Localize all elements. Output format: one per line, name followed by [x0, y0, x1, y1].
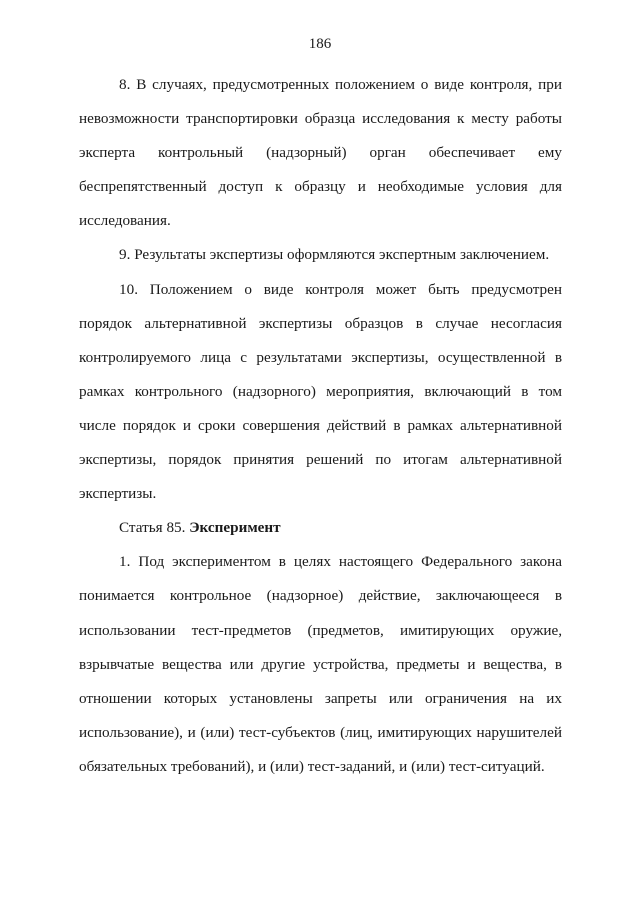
- paragraph-9: 9. Результаты экспертизы оформляются экспертным заключением.: [119, 246, 550, 264]
- paragraph-10: 10. Положением о виде контроля может быть предусмотрен порядок альтернативной экспертизы образцов в случае несогласия контролируемого лица с результатами экспертизы, осуществленной в рамках контрольного (надзорного) мероприятия, включающий в том числе порядок и сроки совершения действий в рамках альтернативной экспертизы, порядок принятия решений по итогам альтернативной экспертизы.: [79, 280, 562, 503]
- article-paragraph-1: 1. Под экспериментом в целях настоящего Федерального закона понимается контрольное (надзорное) действие, заключающееся в использовании тест-предметов (предметов, имитирующих оружие, взрывчатые вещества или другие устройства, предметы и вещества, в отношении которых установлены запреты или ограничения на их использование), и (или) тест-субъектов (лиц, имитирующих нарушителей обязательных требований), и (или) тест-заданий, и (или) тест-ситуаций.: [79, 553, 562, 775]
- document-body: [79, 68, 562, 784]
- page-number: 186: [308, 36, 332, 52]
- article-number: Статья 85.: [119, 519, 190, 537]
- article-title: Эксперимент: [189, 519, 281, 537]
- article-heading: [79, 511, 562, 545]
- paragraph-8: 8. В случаях, предусмотренных положением о виде контроля, при невозможности транспортировки образца исследования к месту работы эксперта контрольный (надзорный) орган обеспечивает ему беспрепятственный доступ к образцу и необходимые условия для исследования.: [79, 76, 562, 230]
